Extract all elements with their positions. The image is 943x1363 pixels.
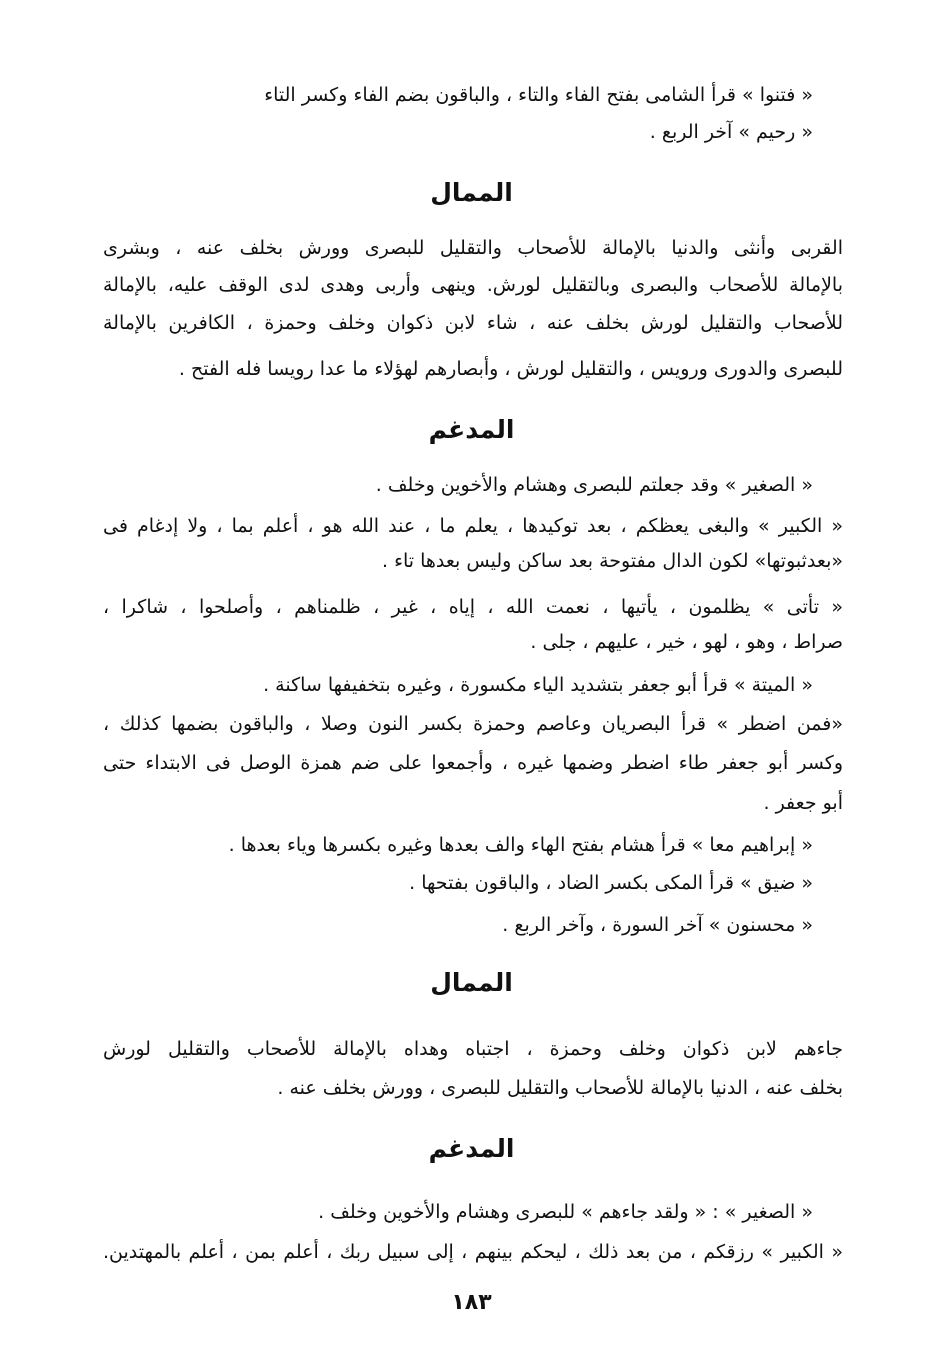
section-heading-mudgham-1: المدغم — [428, 415, 515, 444]
text-line-mudgham-1-8: وكسر أبو جعفر طاء اضطر وضمها غيره ، وأجمعوا على ضم همزة الوصل فى الابتداء حتى — [103, 752, 843, 774]
text-line-mumal-1-1: القربى وأنثى والدنيا بالإمالة للأصحاب والتقليل للبصرى وورش بخلف عنه ، وبشرى — [103, 237, 843, 259]
text-line-mudgham-2-2: « الكبير » رزقكم ، من بعد ذلك ، ليحكم بينهم ، إلى سبيل ربك ، أعلم بمن ، أعلم بالمهتدين. — [103, 1241, 843, 1263]
text-line-mumal-1-2: بالإمالة للأصحاب والبصرى وبالتقليل لورش. وينهى وأربى وهدى لدى الوقف عليه، بالإمالة — [103, 274, 843, 296]
text-line-mudgham-1-1: « الصغير » وقد جعلتم للبصرى وهشام والأخوين وخلف . — [375, 474, 813, 496]
text-line-mudgham-1-12: « محسنون » آخر السورة ، وآخر الربع . — [502, 914, 813, 936]
text-line-mudgham-1-6: « الميتة » قرأ أبو جعفر بتشديد الياء مكسورة ، وغيره بتخفيفها ساكنة . — [263, 674, 813, 696]
text-line-mudgham-1-5: صراط ، وهو ، لهو ، خير ، عليهم ، جلى . — [530, 631, 843, 653]
text-line-mumal-1-4: للبصرى والدورى ورويس ، والتقليل لورش ، وأبصارهم لهؤلاء ما عدا رويسا فله الفتح . — [178, 358, 843, 380]
section-heading-mumal-2: الممال — [430, 968, 513, 997]
text-line-mudgham-1-9: أبو جعفر . — [763, 792, 843, 814]
text-line-mumal-1-3: للأصحاب والتقليل لورش بخلف عنه ، شاء لابن ذكوان وخلف وحمزة ، الكافرين بالإمالة — [103, 312, 843, 334]
text-line-mudgham-1-2: « الكبير » والبغى يعظكم ، بعد توكيدها ، يعلم ما ، عند الله هو ، أعلم بما ، ولا إدغام فى — [103, 515, 843, 537]
text-line-mudgham-1-7: «فمن اضطر » قرأ البصريان وعاصم وحمزة بكسر النون وصلا ، والباقون بضمها كذلك ، — [103, 713, 843, 735]
text-line-mudgham-1-11: « ضيق » قرأ المكى بكسر الضاد ، والباقون بفتحها . — [409, 872, 813, 894]
section-heading-mudgham-2: المدغم — [428, 1134, 515, 1163]
text-line-mudgham-2-1: « الصغير » : « ولقد جاءهم » للبصرى وهشام والأخوين وخلف . — [318, 1201, 813, 1223]
section-heading-mumal-1: الممال — [430, 178, 513, 207]
text-line-mudgham-1-10: « إبراهيم معا » قرأ هشام بفتح الهاء والف بعدها وغيره بكسرها وياء بعدها . — [228, 834, 813, 856]
text-line-mumal-2-2: بخلف عنه ، الدنيا بالإمالة للأصحاب والتقليل للبصرى ، وورش بخلف عنه . — [277, 1077, 843, 1099]
text-line-intro-2: « رحيم » آخر الربع . — [649, 121, 813, 143]
text-line-intro-1: « فتنوا » قرأ الشامى بفتح الفاء والتاء ، والباقون بضم الفاء وكسر التاء — [264, 84, 813, 106]
text-line-mumal-2-1: جاءهم لابن ذكوان وخلف وحمزة ، اجتباه وهداه بالإمالة للأصحاب والتقليل لورش — [103, 1038, 843, 1060]
text-line-mudgham-1-3: «بعدثبوتها» لكون الدال مفتوحة بعد ساكن وليس بعدها تاء . — [381, 550, 843, 572]
text-line-mudgham-1-4: « تأتى » يظلمون ، يأتيها ، نعمت الله ، إياه ، غير ، ظلمناهم ، وأصلحوا ، شاكرا ، — [103, 596, 843, 618]
page-number: ١٨٣ — [451, 1290, 492, 1315]
